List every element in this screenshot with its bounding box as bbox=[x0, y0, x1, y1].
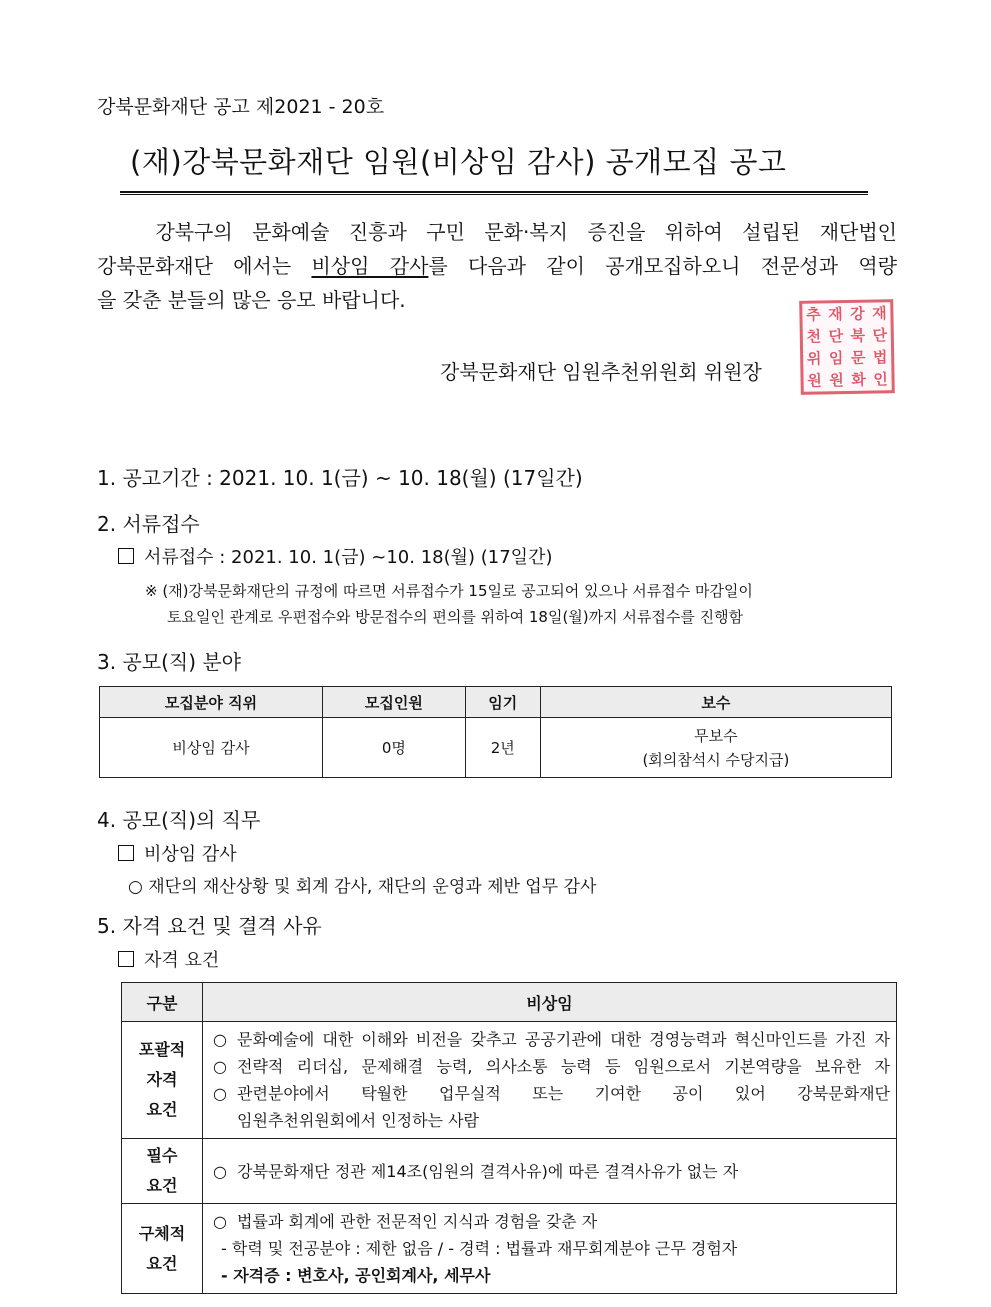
list-item bbox=[213, 1026, 890, 1053]
detail-line-certificates: - 자격증 : 변호사, 공인회계사, 세무사 bbox=[221, 1266, 491, 1285]
detail-line: - 학력 및 전공분야 : 제한 없음 / - 경력 : 법률과 재무회계분야 근무 경험자 bbox=[221, 1239, 738, 1258]
seal-character: 임 bbox=[828, 348, 844, 367]
label-line: 요건 bbox=[146, 1100, 178, 1119]
count-cell: 0명 bbox=[322, 718, 465, 778]
circle-bullet-icon: ○ bbox=[213, 1161, 227, 1181]
seal-character: 재 bbox=[872, 303, 887, 323]
intro-text: 강북구의 문화예술 진흥과 구민 문화·복지 증진을 위하여 설립된 재단법인 bbox=[155, 220, 897, 244]
seal-character: 북 bbox=[850, 326, 866, 345]
circle-bullet-icon: ○ bbox=[213, 1084, 227, 1103]
item-continuation: 임원추천위원회에서 인정하는 사람 bbox=[237, 1111, 480, 1130]
seal-character: 위 bbox=[806, 348, 822, 368]
section-4-item: ○ 재단의 재산상황 및 회계 감사, 재단의 운영과 제반 업무 감사 bbox=[128, 877, 597, 897]
seal-character: 단 bbox=[828, 326, 844, 345]
label-line: 포괄적 bbox=[138, 1040, 186, 1059]
section-1-period: 1. 공고기간 : 2021. 10. 1(금) ~ 10. 18(월) (17일간) bbox=[97, 466, 583, 490]
section-5-sub bbox=[118, 946, 219, 972]
item-text: 강북문화재단 정관 제14조(임원의 결격사유)에 따른 결격사유가 없는 자 bbox=[237, 1161, 739, 1181]
label-line: 구체적 bbox=[138, 1223, 186, 1243]
table-header-row bbox=[122, 983, 897, 1022]
intro-paragraph bbox=[97, 215, 897, 317]
row-body bbox=[203, 1204, 897, 1294]
seal-character: 단 bbox=[872, 325, 888, 345]
intro-line bbox=[97, 249, 897, 283]
header-cell: 모집인원 bbox=[322, 687, 465, 718]
term-cell: 2년 bbox=[465, 718, 540, 778]
checkbox-square-icon bbox=[118, 548, 134, 564]
list-item bbox=[213, 1053, 890, 1080]
list-item bbox=[213, 1158, 890, 1185]
qualification-title: 자격 요건 bbox=[144, 950, 220, 971]
title-underline-thin bbox=[120, 194, 868, 195]
duty-title: 비상임 감사 bbox=[144, 844, 237, 865]
seal-character: 강 bbox=[850, 304, 865, 323]
recruit-table bbox=[99, 686, 892, 778]
note-line: 토요일인 관계로 우편접수와 방문접수의 편의를 위하여 18일(월)까지 서류접수를 진행함 bbox=[167, 608, 744, 626]
intro-text: 강북문화재단 에서는 bbox=[97, 254, 312, 278]
circle-bullet-icon: ○ bbox=[213, 1030, 227, 1049]
table-row bbox=[122, 1139, 897, 1204]
item-text: 문화예술에 대한 이해와 비전을 갖추고 공공기관에 대한 경영능력과 혁신마인드를 가진 자 bbox=[237, 1030, 890, 1049]
section-4-sub bbox=[118, 840, 237, 866]
seal-character: 문 bbox=[850, 348, 866, 367]
intro-underlined-text: 비상임 감사 bbox=[311, 254, 429, 278]
header-cell: 보수 bbox=[540, 687, 891, 718]
header-cell: 구분 bbox=[122, 983, 203, 1022]
committee-signature: 강북문화재단 임원추천위원회 위원장 bbox=[440, 360, 762, 384]
pay-text: 무보수 bbox=[694, 726, 738, 745]
section-5-heading: 5. 자격 요건 및 결격 사유 bbox=[97, 914, 322, 938]
seal-character: 천 bbox=[806, 326, 822, 346]
section-2-receipt bbox=[118, 543, 552, 569]
title-block bbox=[120, 140, 870, 195]
receipt-text: 서류접수 : 2021. 10. 1(금) ~10. 18(월) (17일간) bbox=[144, 547, 553, 568]
section-2-note bbox=[145, 578, 905, 630]
row-body bbox=[203, 1139, 897, 1204]
intro-text: 을 갖춘 분들의 많은 응모 바랍니다. bbox=[97, 288, 406, 312]
header-cell: 임기 bbox=[465, 687, 540, 718]
row-body bbox=[203, 1022, 897, 1139]
seal-character: 법 bbox=[872, 347, 888, 367]
table-header-row bbox=[100, 687, 892, 718]
title-underline bbox=[120, 191, 868, 193]
seal-character: 추 bbox=[806, 304, 821, 324]
section-4-heading: 4. 공모(직)의 직무 bbox=[97, 808, 261, 832]
header-cell: 비상임 bbox=[203, 983, 897, 1022]
seal-character: 재 bbox=[828, 304, 843, 323]
label-line: 요건 bbox=[146, 1253, 178, 1273]
checkbox-square-icon bbox=[118, 845, 134, 861]
label-line: 요건 bbox=[146, 1176, 178, 1195]
table-row bbox=[122, 1204, 897, 1294]
notice-number: 강북문화재단 공고 제2021 - 20호 bbox=[97, 96, 385, 118]
seal-character: 화 bbox=[851, 370, 866, 389]
item-text: 전략적 리더십, 문제해결 능력, 의사소통 능력 등 임원으로서 기본역량을 보유한 자 bbox=[237, 1057, 890, 1076]
table-row bbox=[100, 718, 892, 778]
header-cell: 모집분야 직위 bbox=[100, 687, 323, 718]
table-row bbox=[122, 1022, 897, 1139]
checkbox-square-icon bbox=[118, 951, 134, 967]
document-title: (재)강북문화재단 임원(비상임 감사) 공개모집 공고 bbox=[130, 145, 787, 179]
list-item bbox=[213, 1080, 890, 1107]
seal-character: 원 bbox=[829, 370, 844, 389]
seal-character: 원 bbox=[807, 370, 822, 390]
intro-line bbox=[97, 215, 897, 249]
circle-bullet-icon: ○ bbox=[213, 1057, 227, 1076]
seal-character: 인 bbox=[873, 369, 888, 389]
qualification-table bbox=[121, 982, 897, 1294]
intro-line bbox=[97, 283, 897, 317]
row-label bbox=[122, 1022, 203, 1139]
row-label bbox=[122, 1204, 203, 1294]
note-line: ※ (재)강북문화재단의 규정에 따르면 서류접수가 15일로 공고되어 있으나 서류접수 마감일이 bbox=[145, 582, 753, 600]
pay-cell bbox=[540, 718, 891, 778]
section-3-heading: 3. 공모(직) 분야 bbox=[97, 650, 242, 674]
list-item bbox=[213, 1208, 890, 1235]
item-text: 관련분야에서 탁월한 업무실적 또는 기여한 공이 있어 강북문화재단 bbox=[237, 1084, 890, 1103]
pay-note: (회의참석시 수당지급) bbox=[642, 750, 790, 769]
label-line: 자격 bbox=[146, 1070, 178, 1089]
item-text: 법률과 회계에 관한 전문적인 지식과 경험을 갖춘 자 bbox=[237, 1212, 598, 1231]
section-2-heading: 2. 서류접수 bbox=[97, 512, 200, 536]
official-seal-stamp bbox=[799, 299, 895, 395]
row-label bbox=[122, 1139, 203, 1204]
position-cell: 비상임 감사 bbox=[100, 718, 323, 778]
label-line: 필수 bbox=[146, 1146, 178, 1165]
intro-text: 를 다음과 같이 공개모집하오니 전문성과 역량 bbox=[428, 254, 897, 278]
circle-bullet-icon: ○ bbox=[213, 1212, 227, 1231]
